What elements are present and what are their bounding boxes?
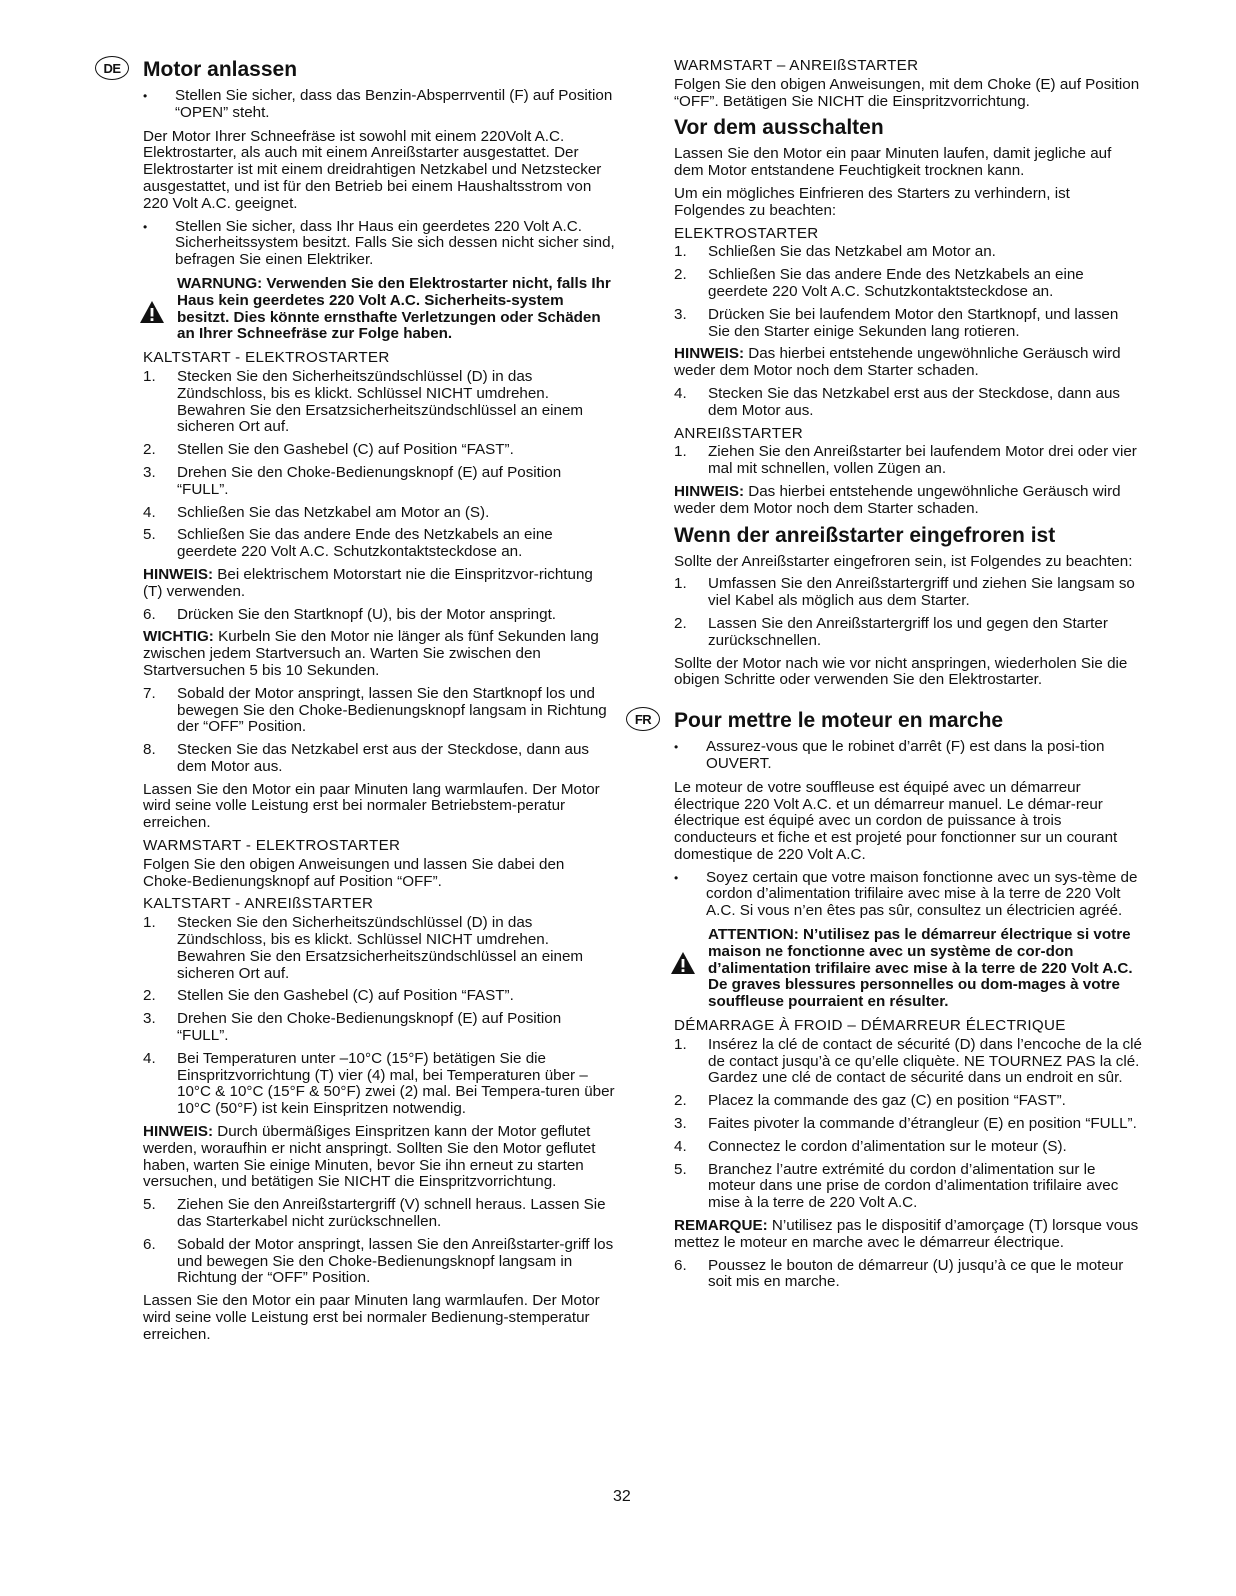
paragraph: Le moteur de votre souffleuse est équipé avec un démarreur électrique 220 Volt A.C. et un démarreur manuel. Le démar-reur électrique est équipé avec un cordon de puissance à trois conducteurs et fiche et est projeté pour fonctionner sur un courant domestique de 220 Volt A.C.	[674, 778, 1118, 863]
item-number: 1.	[143, 367, 156, 385]
important-text: Kurbeln Sie den Motor nie länger als fünf Sekunden lang zwischen jedem Startversuch an. Warten Sie zwischen den Startversuchen 5 bis 10 Sekunden.	[143, 628, 599, 679]
list-item	[143, 369, 615, 436]
warning-box	[674, 927, 1144, 1011]
list-item	[143, 442, 615, 459]
item-number: 4.	[674, 1137, 687, 1155]
language-badge-fr: FR	[626, 707, 660, 731]
item-text: Bei Temperaturen unter –10°C (15°F) betätigen Sie die Einspritzvorrichtung (T) vier (4) mal, bei Temperaturen über –10°C & 10°C (15°F & 50°F) zwei (2) mal. Bei Tempera-turen über 10°C (50°F) ist kein Einspritzen notwendig.	[177, 1049, 615, 1118]
item-text: Sobald der Motor anspringt, lassen Sie den Anreißstarter-griff los und bewegen Sie den Choke-Bedienungsknopf langsam in Richtung der “OFF” Position.	[177, 1235, 614, 1287]
list-item	[674, 1116, 1144, 1133]
item-number: 4.	[143, 1049, 156, 1067]
subsection-label: WARMSTART - ELEKTROSTARTER	[143, 837, 401, 855]
note-paragraph	[674, 1218, 1144, 1252]
note-paragraph	[143, 567, 615, 601]
note-text: Bei elektrischem Motorstart nie die Einspritzvor-richtung (T) verwenden.	[143, 565, 593, 600]
note-label: HINWEIS:	[674, 345, 745, 363]
paragraph: Lassen Sie den Motor ein paar Minuten lang warmlaufen. Der Motor wird seine volle Leistung erst bei normaler Bedienung-stemperatur erreichen.	[143, 1292, 600, 1343]
note-label: REMARQUE:	[674, 1217, 768, 1235]
item-number: 2.	[674, 614, 687, 632]
paragraph: Folgen Sie den obigen Anweisungen, mit dem Choke (E) auf Position “OFF”. Betätigen Sie NICHT die Einspritzvorrichtung.	[674, 75, 1140, 110]
item-text: Stecken Sie den Sicherheitszündschlüssel (D) in das Zündschloss, bis es klickt. Schlüssel NICHT umdrehen. Bewahren Sie den Ersatzsicherheitszündschlüssel an einem sicheren Ort auf.	[177, 914, 584, 982]
item-number: 1.	[143, 914, 156, 932]
item-number: 2.	[143, 441, 156, 459]
item-text: Branchez l’autre extrémité du cordon d’alimentation sur le moteur dans une prise de cordon d’alimentation trifilaire avec mise à la terre de 220 Volt A.C.	[708, 1160, 1119, 1212]
note-text: Durch übermäßiges Einspritzen kann der Motor geflutet werden, woraufhin er nicht anspringt. Sollten Sie den Motor geflutet haben, warten Sie einige Minuten, bevor Sie ihn erneut zu starten versuchen, und betätigen Sie NICHT die Einspritzvorrichtung.	[143, 1123, 596, 1191]
item-text: Stellen Sie den Gashebel (C) auf Position “FAST”.	[177, 987, 514, 1005]
list-item	[143, 988, 615, 1005]
item-text: Drücken Sie bei laufendem Motor den Startknopf, und lassen Sie den Starter einige Sekunden lang rotieren.	[708, 305, 1119, 340]
paragraph: Folgen Sie den obigen Anweisungen und lassen Sie dabei den Choke-Bedienungsknopf auf Position “OFF”.	[143, 855, 565, 890]
bullet-item: • Assurez-vous que le robinet d’arrêt (F) est dans la posi-tion OUVERT.	[674, 739, 1144, 773]
list-item	[143, 505, 615, 522]
subsection-label: KALTSTART - ELEKTROSTARTER	[143, 349, 390, 367]
item-number: 6.	[143, 605, 156, 623]
left-column	[103, 58, 615, 1350]
note-text: Das hierbei entstehende ungewöhnliche Geräusch wird weder dem Motor noch dem Starter schaden.	[674, 482, 1121, 517]
item-text: Ziehen Sie den Anreißstarter bei laufendem Motor drei oder vier mal mit schnellen, vollen Zügen an.	[708, 443, 1137, 478]
list-item	[674, 1258, 1144, 1292]
subsection-label: ELEKTROSTARTER	[674, 224, 819, 242]
list-item	[143, 1051, 615, 1118]
list-item	[143, 915, 615, 982]
item-text: Stecken Sie das Netzkabel erst aus der Steckdose, dann aus dem Motor aus.	[177, 741, 589, 775]
item-text: Schließen Sie das andere Ende des Netzkabels an eine geerdete 220 Volt A.C. Schutzkontaktsteckdose an.	[708, 266, 1084, 300]
item-text: Schließen Sie das Netzkabel am Motor an (S).	[177, 503, 490, 521]
item-number: 2.	[674, 1092, 687, 1110]
paragraph: Um ein mögliches Einfrieren des Starters zu verhindern, ist Folgendes zu beachten:	[674, 184, 1070, 219]
note-paragraph	[143, 1124, 615, 1191]
note-paragraph	[674, 484, 1144, 518]
right-column	[634, 57, 1144, 1297]
item-number: 1.	[674, 575, 687, 593]
list-item	[674, 1162, 1144, 1212]
list-item	[674, 1093, 1144, 1110]
item-text: Stecken Sie das Netzkabel erst aus der Steckdose, dann aus dem Motor aus.	[708, 384, 1120, 419]
list-item	[674, 576, 1144, 610]
item-number: 3.	[143, 463, 156, 481]
item-text: Sobald der Motor anspringt, lassen Sie den Startknopf los und bewegen Sie den Choke-Bedienungsknopf langsam in Richtung der “OFF” Position.	[177, 684, 607, 736]
bullet-item: • Stellen Sie sicher, dass Ihr Haus ein geerdetes 220 Volt A.C. Sicherheitssystem besitzt. Falls Sie sich dessen nicht sicher sind, befragen Sie einen Elektriker.	[143, 219, 615, 269]
paragraph: Sollte der Motor nach wie vor nicht anspringen, wiederholen Sie die obigen Schritte oder verwenden Sie den Elektrostarter.	[674, 654, 1128, 689]
list-item	[143, 686, 615, 736]
item-text: Stecken Sie den Sicherheitszündschlüssel (D) in das Zündschloss, bis es klickt. Schlüssel NICHT umdrehen. Bewahren Sie den Ersatzsicherheitszündschlüssel an einem sicheren Ort auf.	[177, 367, 584, 436]
item-number: 3.	[143, 1010, 156, 1028]
warning-triangle-icon	[139, 300, 165, 324]
item-number: 7.	[143, 684, 156, 702]
subsection-label: ANREIßSTARTER	[674, 424, 804, 442]
warning-text: ATTENTION: N’utilisez pas le démarreur électrique si votre maison ne fonctionne avec un système de cor-don d’alimentation trifilaire avec mise à la terre de 220 Volt A.C. De graves blessures personnelles ou dom-mages à votre souffleuse pourraient en résulter.	[708, 926, 1133, 1011]
item-number: 5.	[143, 526, 156, 544]
subsection-label: KALTSTART - ANREIßSTARTER	[143, 895, 374, 913]
section-heading-vor-dem-ausschalten: Vor dem ausschalten	[674, 116, 884, 140]
list-item	[143, 607, 615, 624]
item-number: 6.	[143, 1235, 156, 1253]
section-heading-fr-marche	[634, 709, 1144, 733]
list-item	[674, 267, 1144, 301]
list-item	[143, 527, 615, 561]
heading-text: Motor anlassen	[143, 58, 298, 81]
warning-text: WARNUNG: Verwenden Sie den Elektrostarter nicht, falls Ihr Haus kein geerdetes 220 Volt A.C. Sicherheits-system besitzt. Dies könnte ernsthafte Verletzungen oder Schäden an Ihrer Schneefräse zur Folge haben.	[177, 274, 611, 343]
item-number: 3.	[674, 305, 687, 323]
list-item	[674, 444, 1144, 478]
item-text: Faites pivoter la commande d’étrangleur (E) en position “FULL”.	[708, 1115, 1137, 1133]
subsection-label: DÉMARRAGE À FROID – DÉMARREUR ÉLECTRIQUE	[674, 1017, 1066, 1035]
paragraph: Lassen Sie den Motor ein paar Minuten lang warmlaufen. Der Motor wird seine volle Leistung erst bei normaler Betriebstem-peratur erreichen.	[143, 780, 600, 832]
item-number: 5.	[674, 1160, 687, 1178]
item-text: Drehen Sie den Choke-Bedienungsknopf (E) auf Position “FULL”.	[177, 1010, 562, 1045]
note-paragraph	[674, 346, 1144, 380]
page-number: 32	[613, 1488, 631, 1505]
subsection-label: WARMSTART – ANREIßSTARTER	[674, 57, 919, 74]
paragraph: Der Motor Ihrer Schneefräse ist sowohl mit einem 220Volt A.C. Elektrostarter, als auch mit einem Anreißstarter ausgestattet. Der Elektrostarter ist mit einem dreidrahtigen Netzkabel und Netzstecker ausgestattet, und ist für den Betrieb bei einem Haushaltsstrom von 220 Volt A.C. geeignet.	[143, 127, 602, 212]
item-number: 1.	[674, 1035, 687, 1053]
item-number: 1.	[674, 243, 687, 261]
list-item	[674, 1037, 1144, 1087]
item-text: Poussez le bouton de démarreur (U) jusqu’à ce que le moteur soit mis en marche.	[708, 1256, 1124, 1291]
important-paragraph	[143, 629, 615, 679]
note-text: N’utilisez pas le dispositif d’amorçage (T) lorsque vous mettez le moteur en marche avec le démarreur électrique.	[674, 1217, 1139, 1251]
item-text: Insérez la clé de contact de sécurité (D) dans l’encoche de la clé de contact jusqu’à ce qu’elle cliquète. NE TOURNEZ PAS la clé. Gardez une clé de contact de sécurité dans un endroit en sûr.	[708, 1035, 1142, 1087]
list-item	[674, 307, 1144, 341]
item-number: 4.	[674, 384, 687, 402]
item-number: 5.	[143, 1196, 156, 1214]
item-number: 3.	[674, 1115, 687, 1133]
item-number: 8.	[143, 741, 156, 759]
item-number: 4.	[143, 503, 156, 521]
item-text: Connectez le cordon d’alimentation sur le moteur (S).	[708, 1137, 1067, 1155]
item-text: Ziehen Sie den Anreißstartergriff (V) schnell heraus. Lassen Sie das Starterkabel nicht zurückschnellen.	[177, 1196, 606, 1231]
note-label: HINWEIS:	[143, 1123, 214, 1141]
list-item	[143, 742, 615, 776]
list-item	[674, 1139, 1144, 1156]
section-heading-eingefroren: Wenn der anreißstarter eingefroren ist	[674, 523, 1056, 547]
item-number: 2.	[143, 987, 156, 1005]
language-badge-de: DE	[95, 56, 129, 80]
paragraph: Sollte der Anreißstarter eingefroren sein, ist Folgendes zu beachten:	[674, 552, 1133, 570]
item-number: 2.	[674, 266, 687, 284]
item-number: 1.	[674, 443, 687, 461]
heading-text: Pour mettre le moteur en marche	[674, 709, 1004, 733]
list-item	[143, 465, 615, 499]
important-label: WICHTIG:	[143, 628, 214, 646]
item-number: 6.	[674, 1256, 687, 1274]
list-item	[674, 244, 1144, 261]
item-text: Schließen Sie das andere Ende des Netzkabels an eine geerdete 220 Volt A.C. Schutzkontaktsteckdose an.	[177, 526, 553, 561]
item-text: Stellen Sie den Gashebel (C) auf Position “FAST”.	[177, 441, 514, 459]
item-text: Placez la commande des gaz (C) en position “FAST”.	[708, 1092, 1066, 1110]
list-item	[143, 1197, 615, 1231]
note-text: Das hierbei entstehende ungewöhnliche Geräusch wird weder dem Motor noch dem Starter schaden.	[674, 345, 1121, 380]
item-text: Umfassen Sie den Anreißstartergriff und ziehen Sie langsam so viel Kabel als möglich aus dem Starter.	[708, 575, 1135, 610]
item-text: Drücken Sie den Startknopf (U), bis der Motor anspringt.	[177, 605, 557, 623]
item-text: Schließen Sie das Netzkabel am Motor an.	[708, 243, 996, 261]
item-text: Lassen Sie den Anreißstartergriff los und gegen den Starter zurückschnellen.	[708, 614, 1108, 649]
bullet-item: • Soyez certain que votre maison fonctionne avec un sys-tème de cordon d’alimentation trifilaire avec mise à la terre de 220 Volt A.C. Si vous n’en êtes pas sûr, consultez un électricien agréé.	[674, 870, 1144, 920]
list-item	[674, 386, 1144, 420]
note-label: HINWEIS:	[143, 565, 214, 583]
list-item	[143, 1237, 615, 1287]
warning-triangle-icon	[670, 951, 696, 975]
item-text: Drehen Sie den Choke-Bedienungsknopf (E) auf Position “FULL”.	[177, 463, 562, 498]
note-label: HINWEIS:	[674, 482, 745, 500]
bullet-item: • Stellen Sie sicher, dass das Benzin-Absperrventil (F) auf Position “OPEN” steht.	[143, 88, 615, 122]
paragraph: Lassen Sie den Motor ein paar Minuten laufen, damit jegliche auf dem Motor entstandene Feuchtigkeit trocknen kann.	[674, 145, 1112, 180]
list-item	[143, 1011, 615, 1045]
warning-box	[143, 276, 615, 343]
list-item	[674, 616, 1144, 650]
section-heading-motor-anlassen	[103, 58, 615, 82]
